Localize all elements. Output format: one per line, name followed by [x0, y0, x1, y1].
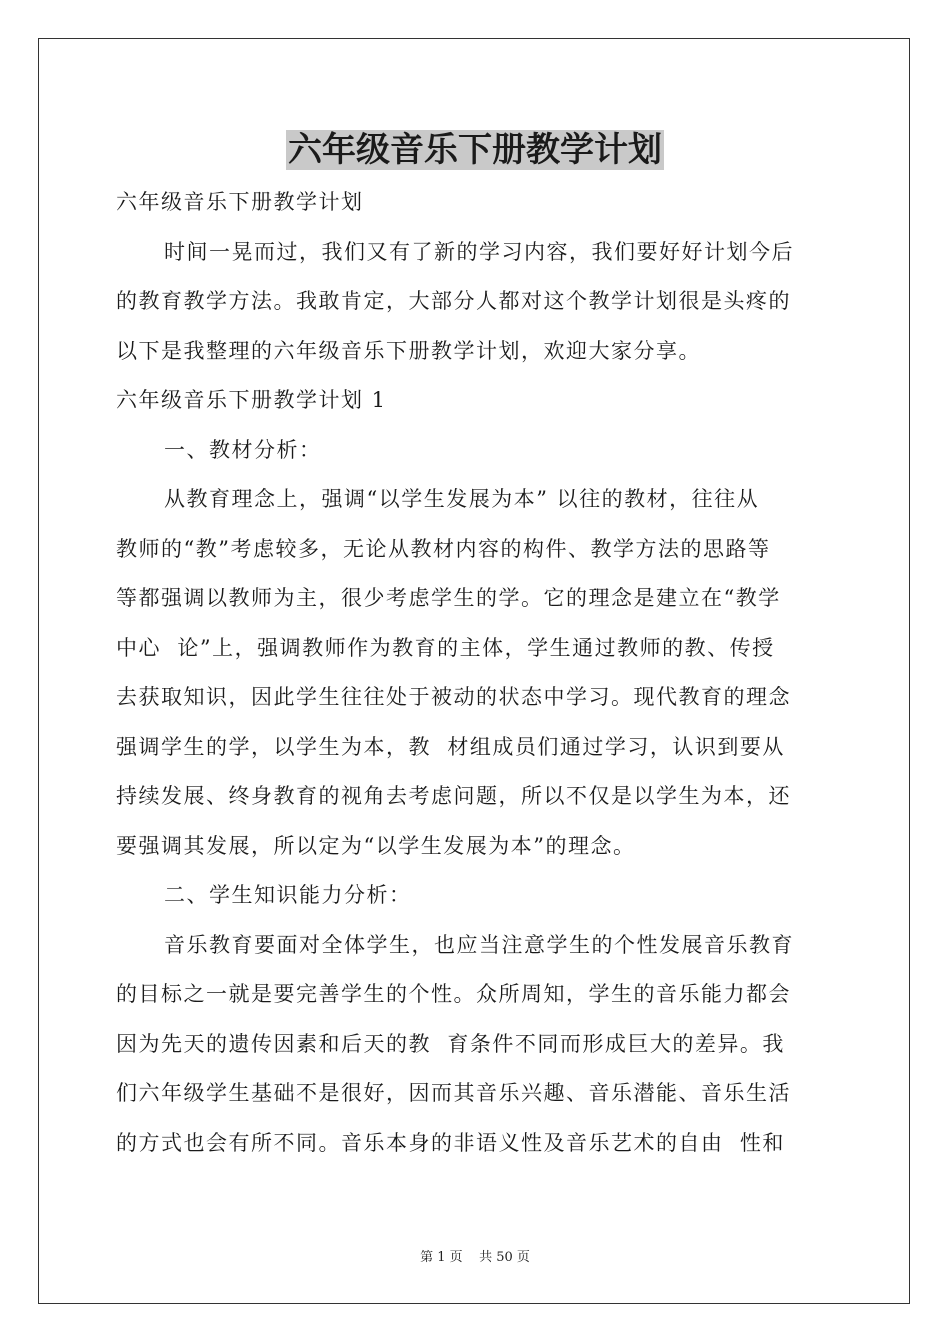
- document-title-text: 六年级音乐下册教学计划: [288, 130, 662, 170]
- text-line: 六年级音乐下册教学计划: [116, 190, 364, 214]
- text-line: 二、学生知识能力分析：: [164, 883, 412, 907]
- text-line: 因为先天的遗传因素和后天的教 育条件不同而形成巨大的差异。我: [116, 1031, 785, 1056]
- text-line: 一、教材分析：: [164, 437, 322, 462]
- document-title: [0, 128, 950, 172]
- text-line: 六年级音乐下册教学计划 1: [116, 388, 387, 412]
- text-line: 持续发展、终身教育的视角去考虑问题，所以不仅是以学生为本，还: [116, 784, 791, 808]
- text-line: 们六年级学生基础不是很好，因而其音乐兴趣、音乐潜能、音乐生活: [116, 1081, 791, 1105]
- text-line: 等都强调以教师为主，很少考虑学生的学。它的理念是建立在“教学: [116, 586, 781, 610]
- text-line: 的教育教学方法。我敢肯定，大部分人都对这个教学计划很是头疼的: [116, 289, 791, 313]
- text-line: 去获取知识，因此学生往往处于被动的状态中学习。现代教育的理念: [116, 685, 791, 709]
- text-line: 中心 论”上，强调教师作为教育的主体，学生通过教师的教、传授: [116, 635, 775, 660]
- text-line: 的方式也会有所不同。音乐本身的非语义性及音乐艺术的自由 性和: [116, 1130, 785, 1155]
- text-line: 时间一晃而过，我们又有了新的学习内容，我们要好好计划今后: [164, 239, 794, 264]
- text-line: 音乐教育要面对全体学生，也应当注意学生的个性发展音乐教育: [164, 932, 794, 957]
- text-line: 以下是我整理的六年级音乐下册教学计划，欢迎大家分享。: [116, 338, 701, 363]
- text-line: 强调学生的学，以学生为本，教 材组成员们通过学习，认识到要从: [116, 734, 785, 759]
- text-line: 的目标之一就是要完善学生的个性。众所周知，学生的音乐能力都会: [116, 982, 791, 1006]
- text-line: 教师的“教”考虑较多，无论从教材内容的构件、教学方法的思路等: [116, 536, 771, 561]
- text-line: 要强调其发展，所以定为“以学生发展为本”的理念。: [116, 833, 636, 858]
- document-body: [116, 178, 836, 1168]
- text-line: 从教育理念上，强调“以学生发展为本” 以往的教材，往往从: [164, 487, 760, 511]
- page-number: 第 1 页 共 50 页: [420, 1250, 530, 1265]
